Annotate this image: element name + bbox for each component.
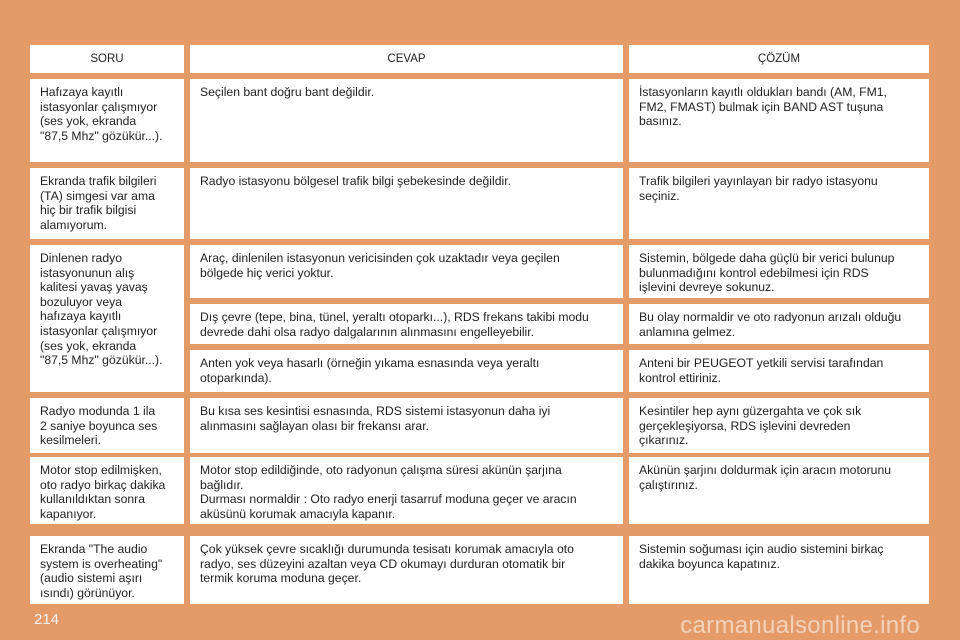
row3-soru: Dinlenen radyo istasyonunun alış kalitesi yavaş yavaş bozuluyor veya hafızaya kayıtlı istasyonlar çalışmıyor (ses yok, ekranda "87,5 Mhz" gözükür...). [30,245,184,392]
row3a-cozum: Sistemin, bölgede daha güçlü bir verici bulunup bulunmadığını kontrol edebilmesi için RDS işlevini devreye sokunuz. [629,245,929,298]
row6-cevap: Çok yüksek çevre sıcaklığı durumunda tesisatı korumak amacıyla oto radyo, ses düzeyini azaltan veya CD okumayı durduran otomatik bir termik koruma moduna geçer. [190,536,623,604]
header-soru: SORU [30,45,184,73]
row4-cevap: Bu kısa ses kesintisi esnasında, RDS sistemi istasyonun daha iyi alınmasını sağlayan olası bir frekansı arar. [190,398,623,453]
row3c-cevap: Anten yok veya hasarlı (örneğin yıkama esnasında veya yeraltı otoparkında). [190,350,623,392]
row3b-cozum: Bu olay normaldir ve oto radyonun arızalı olduğu anlamına gelmez. [629,304,929,344]
row5-soru: Motor stop edilmişken, oto radyo birkaç dakika kullanıldıktan sonra kapanıyor. [30,457,184,524]
row5-cevap: Motor stop edildiğinde, oto radyonun çalışma süresi akünün şarjına bağlıdır. Durması normaldir : Oto radyo enerji tasarruf moduna geçer ve aracın aküsünü korumak amacıyla kapanır. [190,457,623,524]
row1-soru: Hafızaya kayıtlı istasyonlar çalışmıyor (ses yok, ekranda "87,5 Mhz" gözükür...). [30,79,184,162]
row3c-cozum: Anteni bir PEUGEOT yetkili servisi tarafından kontrol ettiriniz. [629,350,929,392]
header-cozum: ÇÖZÜM [629,45,929,73]
row6-soru: Ekranda "The audio system is overheating" (audio sistemi aşırı ısındı) görünüyor. [30,536,184,604]
row3b-cevap: Dış çevre (tepe, bina, tünel, yeraltı otoparkı...), RDS frekans takibi modu devrede dahi olsa radyo dalgalarının alınmasını engelleyebilir. [190,304,623,344]
header-cevap: CEVAP [190,45,623,73]
page-number: 214 [34,611,60,628]
row4-cozum: Kesintiler hep aynı güzergahta ve çok sık gerçekleşiyorsa, RDS işlevini devreden çıkarınız. [629,398,929,453]
row2-soru: Ekranda trafik bilgileri (TA) simgesi var ama hiç bir trafik bilgisi alamıyorum. [30,168,184,239]
row1-cevap: Seçilen bant doğru bant değildir. [190,79,623,162]
watermark: carmanualsonline.info [680,612,920,639]
row1-cozum: İstasyonların kayıtlı oldukları bandı (AM, FM1, FM2, FMAST) bulmak için BAND AST tuşuna basınız. [629,79,929,162]
row4-soru: Radyo modunda 1 ila 2 saniye boyunca ses kesilmeleri. [30,398,184,453]
row2-cozum: Trafik bilgileri yayınlayan bir radyo istasyonu seçiniz. [629,168,929,239]
row3a-cevap: Araç, dinlenilen istasyonun vericisinden çok uzaktadır veya geçilen bölgede hiç verici yoktur. [190,245,623,298]
row2-cevap: Radyo istasyonu bölgesel trafik bilgi şebekesinde değildir. [190,168,623,239]
row6-cozum: Sistemin soğuması için audio sistemini birkaç dakika boyunca kapatınız. [629,536,929,604]
row5-cozum: Akünün şarjını doldurmak için aracın motorunu çalıştırınız. [629,457,929,524]
